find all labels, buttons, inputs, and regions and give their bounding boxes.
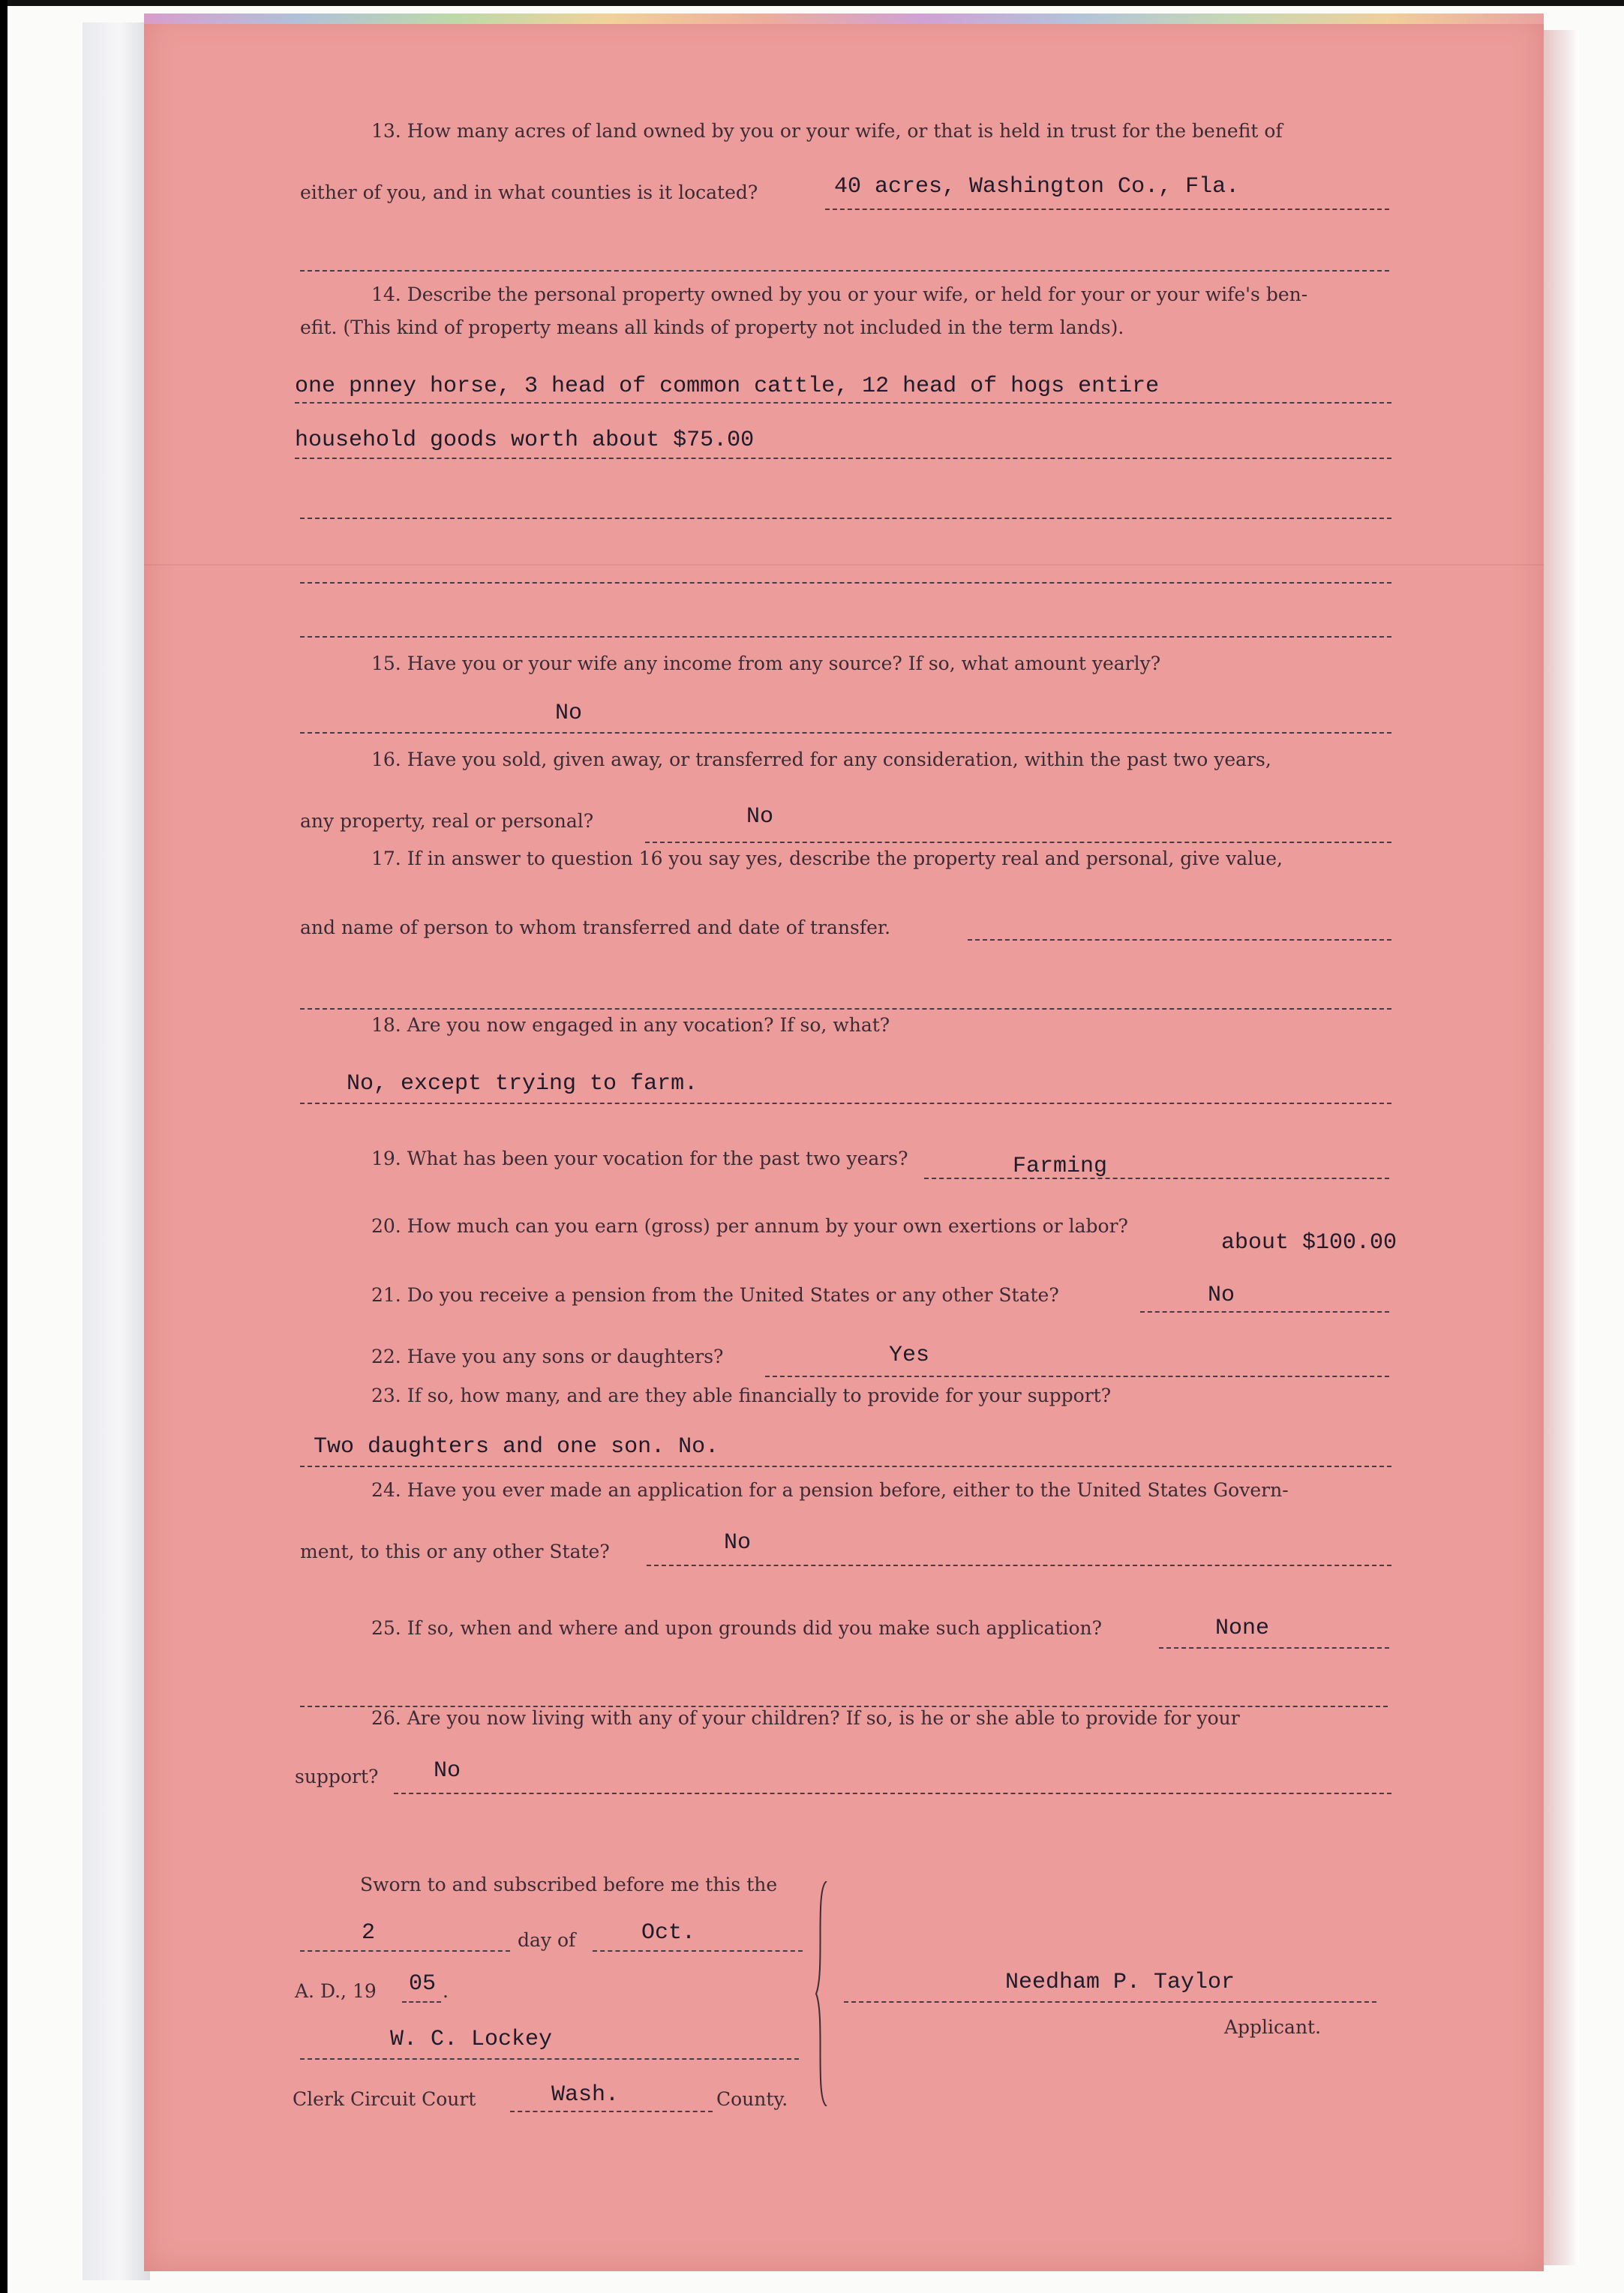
- clerk-label: Clerk Circuit Court: [293, 2088, 476, 2110]
- q19-text: 19. What has been your vocation for the past two years?: [371, 1148, 908, 1169]
- q23-text: 23. If so, how many, and are they able financially to provide for your support?: [371, 1385, 1112, 1406]
- q15-line: [300, 732, 1391, 734]
- oath-day-line: [300, 1950, 510, 1952]
- q14-answer-line1: one pnney horse, 3 head of common cattle, 12 head of hogs entire: [295, 374, 1160, 399]
- q22-line: [765, 1376, 1389, 1377]
- q26-text-line2: support?: [295, 1766, 379, 1787]
- fold-line: [144, 564, 1544, 566]
- applicant-label: Applicant.: [1224, 2016, 1322, 2038]
- q15-text: 15. Have you or your wife any income from any source? If so, what amount yearly?: [371, 653, 1161, 674]
- q25-text: 25. If so, when and where and upon grounds did you make such application?: [371, 1617, 1103, 1639]
- q23-line: [300, 1466, 1391, 1467]
- q18-answer: No, except trying to farm.: [347, 1071, 698, 1097]
- ad-suffix: .: [443, 1980, 449, 2002]
- clerk-signature-line: [300, 2058, 799, 2060]
- q20-answer: about $100.00: [1221, 1230, 1397, 1256]
- q17-text-line1: 17. If in answer to question 16 you say yes, describe the property real and personal, give value,: [371, 848, 1283, 869]
- q26-answer: No: [434, 1758, 461, 1784]
- county-line: [510, 2111, 713, 2112]
- oath-brace: [810, 1881, 840, 2106]
- q14-line2: [295, 458, 1391, 459]
- oath-month-line: [593, 1950, 803, 1952]
- q24-text-line1: 24. Have you ever made an application for a pension before, either to the United States Govern-: [371, 1479, 1289, 1501]
- q14-line4: [300, 582, 1391, 584]
- sworn-text: Sworn to and subscribed before me this the: [360, 1874, 778, 1895]
- q21-line: [1140, 1311, 1389, 1313]
- q18-line: [300, 1103, 1391, 1104]
- q20-text: 20. How much can you earn (gross) per annum by your own exertions or labor?: [371, 1215, 1128, 1237]
- q17-line1: [968, 939, 1391, 941]
- q16-text-line2: any property, real or personal?: [300, 810, 594, 832]
- q14-line5: [300, 636, 1391, 638]
- left-border: [0, 0, 8, 2293]
- q25-answer: None: [1215, 1616, 1270, 1641]
- q26-line: [394, 1793, 1391, 1794]
- q24-text-line2: ment, to this or any other State?: [300, 1541, 610, 1562]
- ad-year-line: [402, 2001, 441, 2003]
- county-label: County.: [716, 2088, 788, 2110]
- oath-month-value: Oct.: [641, 1920, 696, 1946]
- q21-answer: No: [1208, 1283, 1235, 1308]
- oath-day-value: 2: [362, 1920, 376, 1946]
- q13-blank-line: [300, 270, 1389, 272]
- q16-line: [645, 842, 1391, 843]
- q14-line1: [295, 402, 1391, 404]
- applicant-signature-line: [844, 2001, 1376, 2003]
- q17-line2: [300, 1008, 1391, 1010]
- applicant-signature: Needham P. Taylor: [1005, 1970, 1235, 1995]
- ad-prefix: A. D., 19: [295, 1980, 377, 2002]
- q26-text-line1: 26. Are you now living with any of your children? If so, is he or she able to provide for your: [371, 1707, 1240, 1729]
- q24-line: [647, 1565, 1391, 1566]
- q15-answer: No: [555, 701, 583, 726]
- sleeve-glare: [144, 14, 1544, 24]
- q17-text-line2: and name of person to whom transferred and date of transfer.: [300, 917, 891, 938]
- q14-text-line2: efit. (This kind of property means all kinds of property not included in the term lands).: [300, 317, 1124, 338]
- q18-text: 18. Are you now engaged in any vocation? If so, what?: [371, 1014, 890, 1036]
- q16-text-line1: 16. Have you sold, given away, or transferred for any consideration, within the past two years,: [371, 749, 1271, 770]
- q22-answer: Yes: [889, 1343, 930, 1368]
- q19-answer: Farming: [1013, 1154, 1108, 1179]
- q23-answer: Two daughters and one son. No.: [314, 1434, 719, 1460]
- q13-answer-line: [825, 209, 1389, 210]
- ad-year-value: 05: [409, 1971, 437, 1997]
- q13-text-line1: 13. How many acres of land owned by you or your wife, or that is held in trust for the benefit of: [371, 120, 1283, 142]
- q22-text: 22. Have you any sons or daughters?: [371, 1346, 724, 1367]
- q16-answer: No: [746, 804, 774, 830]
- county-value: Wash.: [551, 2082, 620, 2108]
- q14-line3: [300, 518, 1391, 519]
- q21-text: 21. Do you receive a pension from the United States or any other State?: [371, 1284, 1059, 1306]
- oath-day-label: day of: [518, 1929, 576, 1951]
- plastic-sleeve-left: [83, 23, 150, 2280]
- q19-line: [924, 1178, 1389, 1179]
- q13-text-line2: either of you, and in what counties is it located?: [300, 182, 758, 203]
- pension-form-sheet: [144, 14, 1544, 2271]
- q14-text-line1: 14. Describe the personal property owned by you or your wife, or held for your or your wife's ben-: [371, 284, 1308, 305]
- clerk-signature: W. C. Lockey: [390, 2027, 553, 2052]
- top-border: [0, 0, 1624, 6]
- q24-answer: No: [724, 1530, 752, 1556]
- q14-answer-line2: household goods worth about $75.00: [295, 428, 755, 453]
- plastic-sleeve-right: [1538, 30, 1579, 2265]
- q25-line: [1159, 1647, 1389, 1649]
- q13-answer: 40 acres, Washington Co., Fla.: [834, 174, 1240, 200]
